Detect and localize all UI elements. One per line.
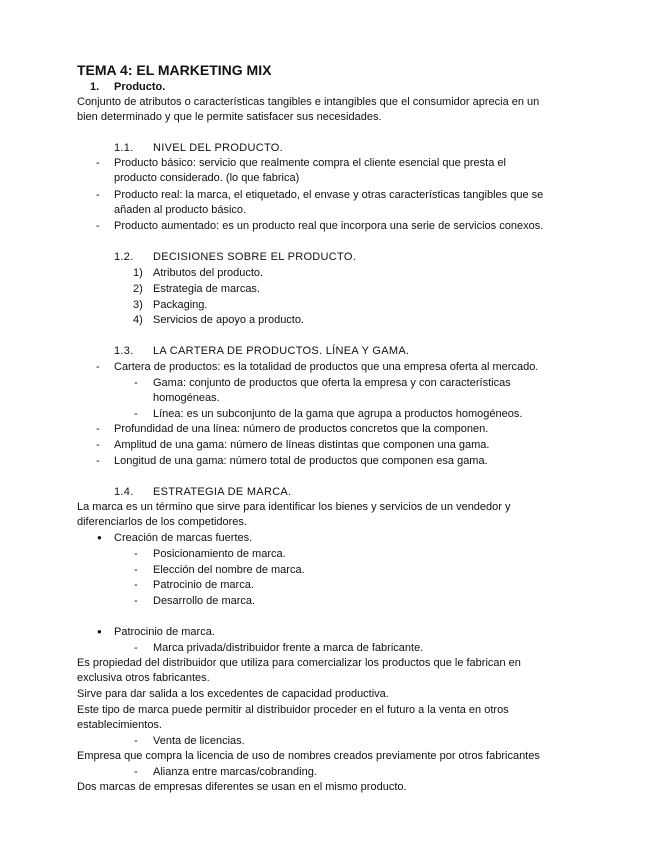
dash-marker: -: [134, 548, 138, 560]
sub-list-item: Gama: conjunto de productos que oferta la empresa y con características: [153, 377, 511, 389]
sub-list-item-continuation: homogéneas.: [153, 392, 220, 404]
list-item-continuation: producto considerado. (lo que fabrica): [114, 172, 300, 184]
sub-list-item: Venta de licencias.: [153, 735, 245, 747]
sub-list-item: Marca privada/distribuidor frente a marca de fabricante.: [153, 642, 424, 654]
list-item: Amplitud de una gama: número de líneas distintas que componen una gama.: [114, 439, 490, 451]
numbered-item: Atributos del producto.: [153, 267, 264, 279]
numbered-item: Packaging.: [153, 299, 208, 311]
list-item: Producto básico: servicio que realmente compra el cliente esencial que presta el: [114, 157, 506, 169]
dash-marker: -: [134, 579, 138, 591]
section-1-1-heading: NIVEL DEL PRODUCTO.: [153, 142, 283, 154]
section-1-3-heading: LA CARTERA DE PRODUCTOS. LÍNEA Y GAMA.: [153, 345, 410, 357]
dash-marker: -: [96, 423, 100, 435]
numbered-marker: 3): [133, 299, 143, 311]
bullet-marker: ●: [97, 627, 102, 636]
sub-list-item: Desarrollo de marca.: [153, 595, 256, 607]
section-1-1-number: 1.1.: [114, 142, 134, 154]
sub-list-item: Alianza entre marcas/cobranding.: [153, 766, 317, 778]
dash-marker: -: [134, 564, 138, 576]
sub-list-item: Línea: es un subconjunto de la gama que agrupa a productos homogéneos.: [153, 408, 523, 420]
section-1-text-line: bien determinado y que le permite satisfacer sus necesidades.: [77, 111, 382, 123]
numbered-item: Servicios de apoyo a producto.: [153, 314, 305, 326]
dash-marker: -: [96, 455, 100, 467]
body-text-line: Dos marcas de empresas diferentes se usan en el mismo producto.: [77, 781, 407, 793]
sub-list-item: Posicionamiento de marca.: [153, 548, 286, 560]
list-item: Cartera de productos: es la totalidad de productos que una empresa oferta al mercado.: [114, 361, 539, 373]
section-1-number: 1.: [90, 81, 100, 93]
section-1-3-number: 1.3.: [114, 345, 134, 357]
list-item: Profundidad de una línea: número de productos concretos que la componen.: [114, 423, 489, 435]
body-text-line: Este tipo de marca puede permitir al distribuidor proceder en el futuro a la venta en otros: [77, 704, 509, 716]
section-1-4-number: 1.4.: [114, 486, 134, 498]
dash-marker: -: [134, 408, 138, 420]
dash-marker: -: [134, 735, 138, 747]
sub-list-item: Elección del nombre de marca.: [153, 564, 305, 576]
numbered-marker: 2): [133, 283, 143, 295]
body-text-line: Empresa que compra la licencia de uso de nombres creados previamente por otros fabricantes: [77, 750, 540, 762]
numbered-item: Estrategia de marcas.: [153, 283, 260, 295]
dash-marker: -: [96, 439, 100, 451]
dash-marker: -: [96, 361, 100, 373]
dash-marker: -: [96, 220, 100, 232]
body-text-line: exclusiva otros fabricantes.: [77, 672, 210, 684]
list-item: Longitud de una gama: número total de productos que componen esa gama.: [114, 455, 488, 467]
bullet-marker: ●: [97, 533, 102, 542]
numbered-marker: 1): [133, 267, 143, 279]
dash-marker: -: [134, 377, 138, 389]
dash-marker: -: [134, 595, 138, 607]
bullet-item: Creación de marcas fuertes.: [114, 532, 253, 544]
dash-marker: -: [96, 157, 100, 169]
dash-marker: -: [96, 189, 100, 201]
section-1-4-heading: ESTRATEGIA DE MARCA.: [153, 486, 292, 498]
section-1-text-line: Conjunto de atributos o características tangibles e intangibles que el consumidor aprecia en un: [77, 96, 540, 108]
list-item: Producto aumentado: es un producto real que incorpora una serie de servicios conexos.: [114, 220, 544, 232]
body-text-line: Sirve para dar salida a los excedentes de capacidad productiva.: [77, 688, 389, 700]
section-1-heading: Producto.: [114, 81, 166, 93]
body-text-line: establecimientos.: [77, 719, 162, 731]
sub-list-item: Patrocinio de marca.: [153, 579, 254, 591]
section-1-2-heading: DECISIONES SOBRE EL PRODUCTO.: [153, 251, 357, 263]
dash-marker: -: [134, 642, 138, 654]
bullet-item: Patrocinio de marca.: [114, 626, 215, 638]
dash-marker: -: [134, 766, 138, 778]
body-text-line: Es propiedad del distribuidor que utiliza para comercializar los productos que le fabrican en: [77, 657, 521, 669]
section-1-4-text-line: La marca es un término que sirve para identificar los bienes y servicios de un vendedor y: [77, 501, 511, 513]
section-1-2-number: 1.2.: [114, 251, 134, 263]
numbered-marker: 4): [133, 314, 143, 326]
list-item-continuation: añaden al producto básico.: [114, 204, 247, 216]
page-title: TEMA 4: EL MARKETING MIX: [77, 62, 272, 78]
section-1-4-text-line: diferenciarlos de los competidores.: [77, 516, 247, 528]
list-item: Producto real: la marca, el etiquetado, el envase y otras características tangibles que se: [114, 189, 544, 201]
